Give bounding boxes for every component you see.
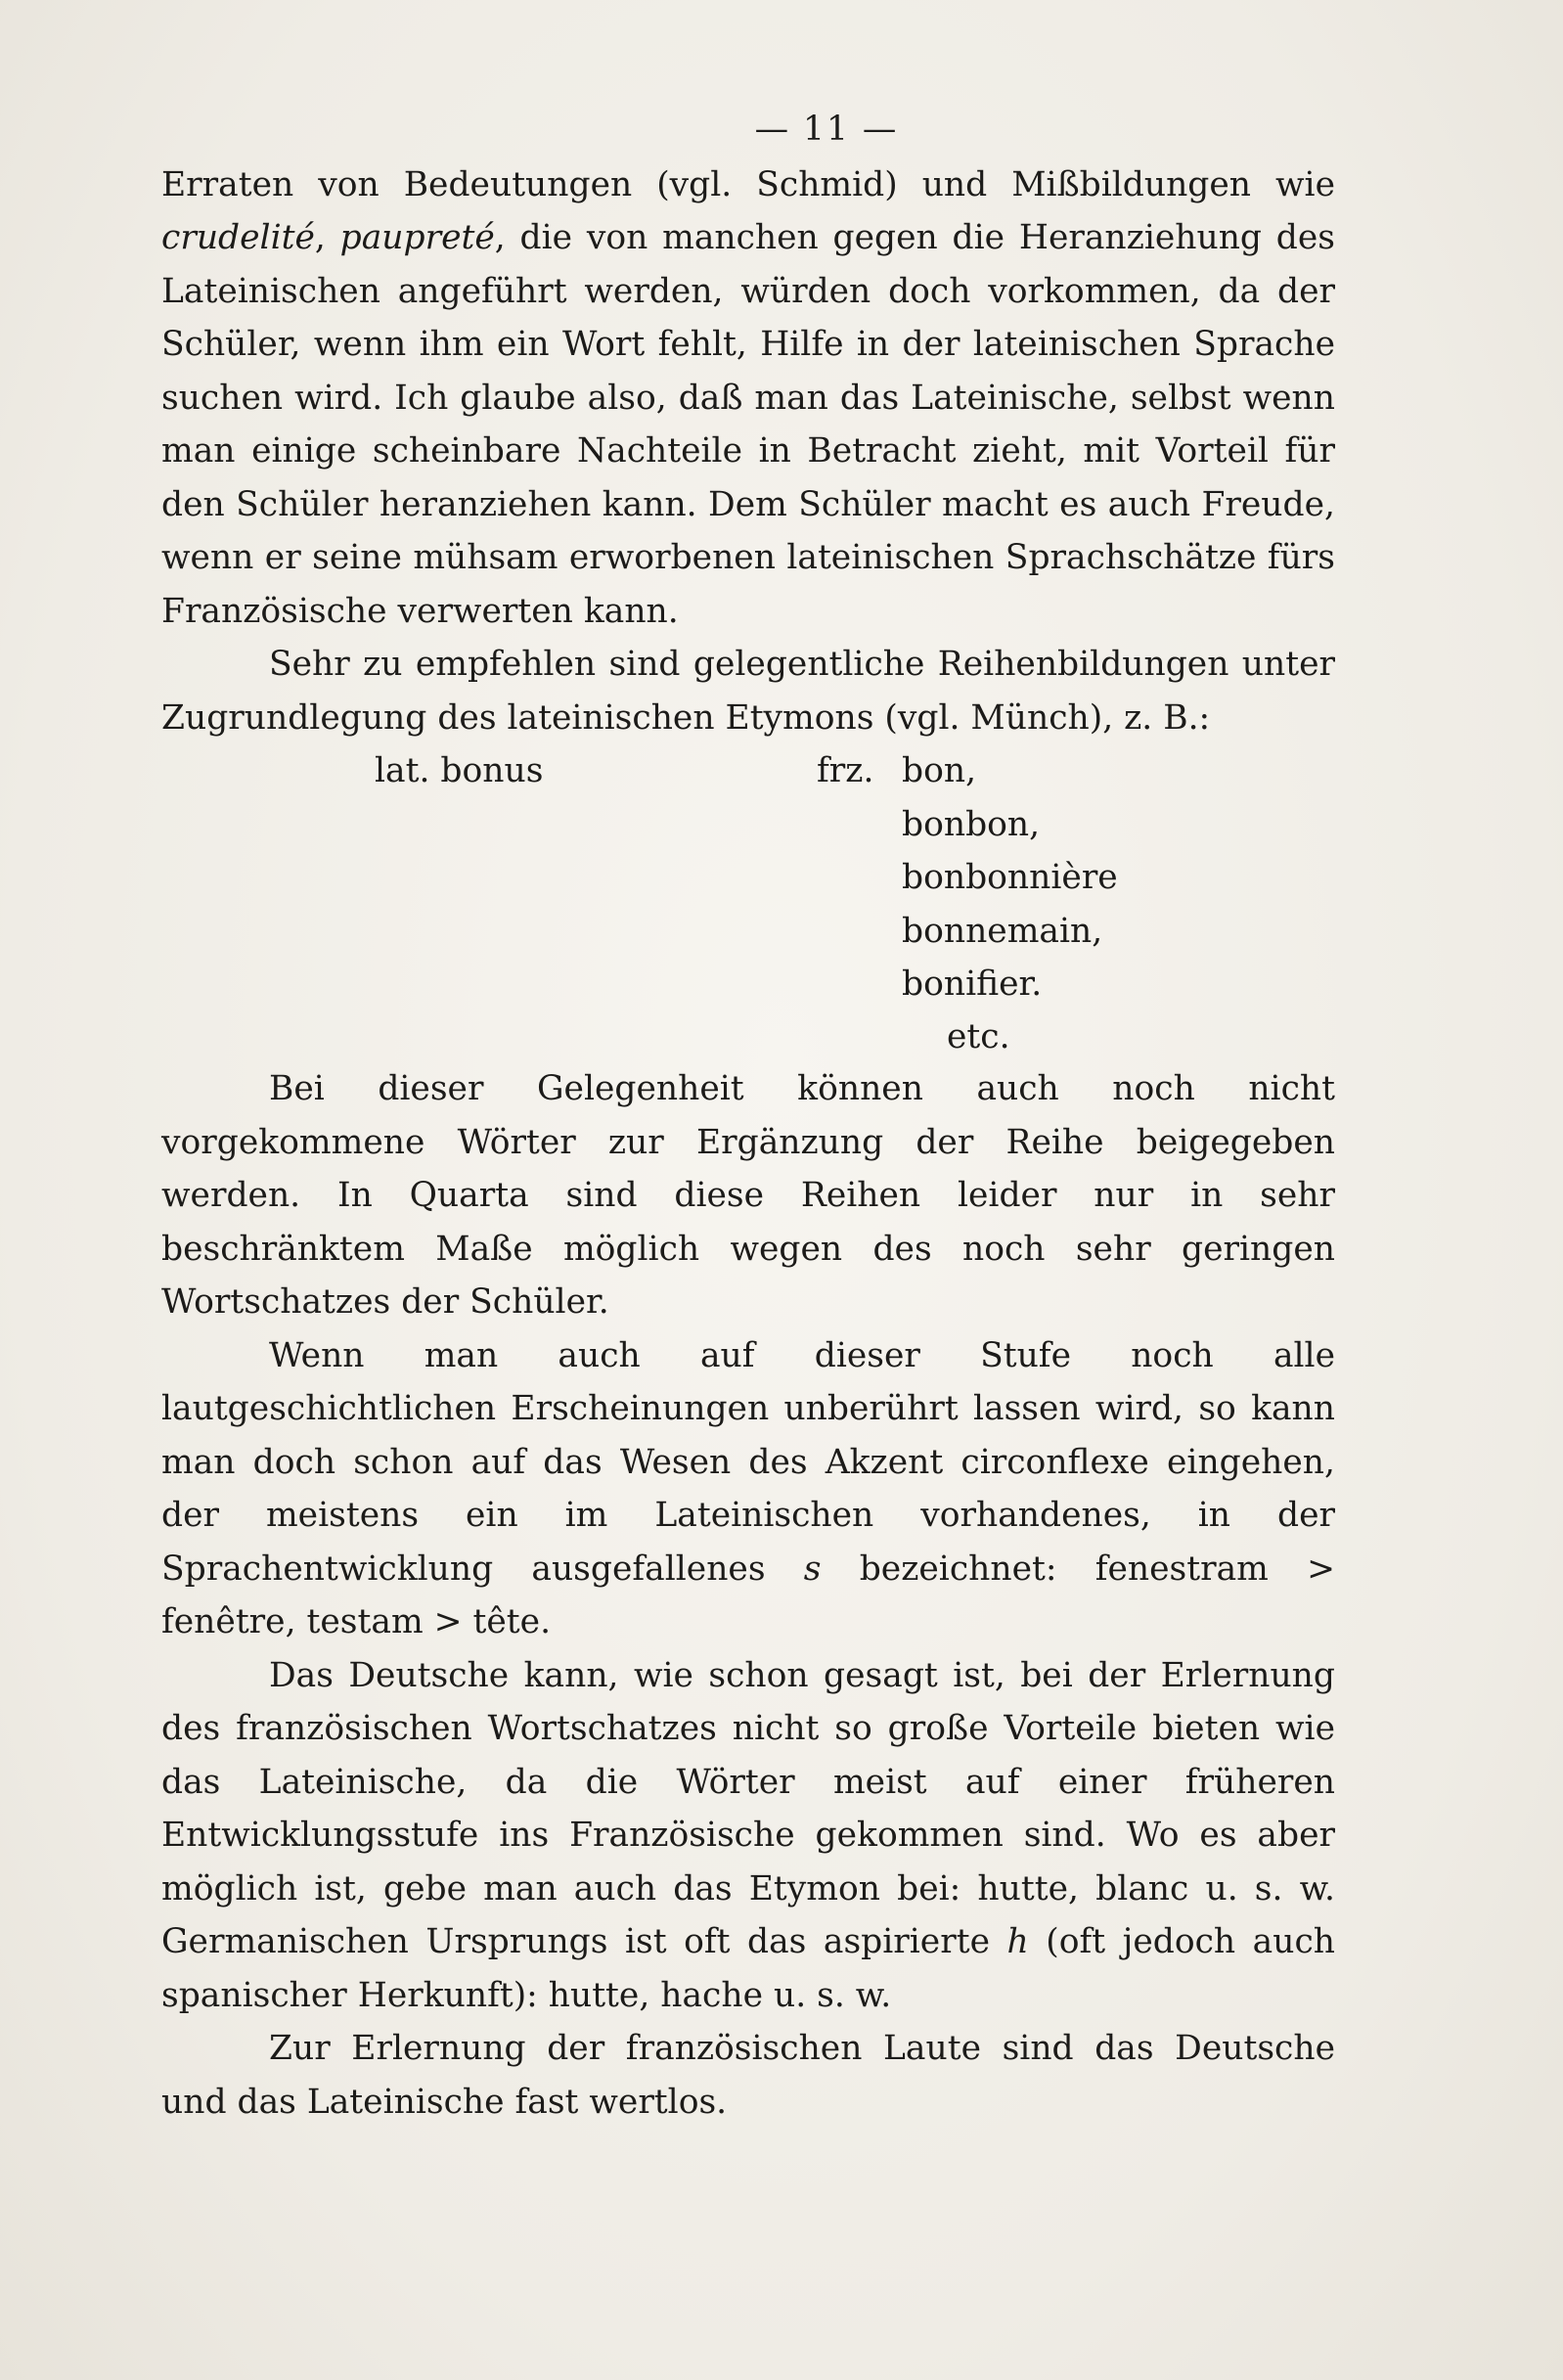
paragraph-4-text-a: Wenn man auch auf dieser Stufe noch alle lautgeschichtlichen Erscheinungen unberührt lassen wird, so kann man doch schon auf das Wesen des Akzent circonflexe eingehen, der meistens ein im Lateinischen vorhandenes, in der Sprachentwicklung ausgefallenes — [161, 1335, 1335, 1589]
latin-etymon: lat. bonus — [375, 751, 544, 790]
text-block — [161, 103, 1335, 2129]
paragraph-4 — [161, 1329, 1335, 1649]
paragraph-4-text-b: bezeichnet: fenestram > fenêtre, testam > tête. — [161, 1549, 1335, 1641]
paragraph-1-separator: , — [314, 218, 340, 257]
word-series-example — [161, 744, 1335, 1062]
derived-word: bonbonnière — [902, 858, 1118, 897]
paragraph-5-text-b: (oft jedoch auch spanischer Herkunft): hutte, hache u. s. w. — [161, 1922, 1335, 2015]
derived-word: bonnemain, — [902, 911, 1103, 951]
paragraph-3: Bei dieser Gelegenheit können auch noch nicht vorgekommene Wörter zur Ergänzung der Reihe beigegeben werden. In Quarta sind diese Reihen leider nur in sehr beschränktem Maße möglich wegen des noch sehr geringen Wortschatzes der Schüler. — [161, 1069, 1335, 1322]
french-label: frz. — [817, 751, 874, 790]
paragraph-1-text-a: Erraten von Bedeutungen (vgl. Schmid) und Mißbildungen wie — [161, 164, 1335, 204]
page-number: — 11 — — [754, 110, 899, 149]
derived-word: bonifier. — [902, 965, 1043, 1004]
derived-words-list — [902, 744, 1118, 1011]
derived-word: bonbon, — [902, 804, 1041, 844]
italic-letter-s: s — [803, 1549, 822, 1589]
paragraph-2: Sehr zu empfehlen sind gelegentliche Reihenbildungen unter Zugrundlegung des lateinischen Etymons (vgl. Münch), z. B.: — [161, 645, 1335, 738]
paragraph-6: Zur Erlernung der französischen Laute sind das Deutsche und das Lateinische fast wertlos. — [161, 2029, 1335, 2122]
derived-word: bon, — [902, 751, 977, 790]
paragraph-1-text-b: , die von manchen gegen die Heranziehung des Lateinischen angeführt werden, würden doch vorkommen, da der Schüler, wenn ihm ein Wort fehlt, Hilfe in der lateinischen Sprache suchen wird. Ich glaube also, daß man das Lateinische, selbst wenn man einige scheinbare Nachteile in Betracht zieht, mit Vorteil für den Schüler heranziehen kann. Dem Schüler macht es auch Freude, wenn er seine mühsam erworbenen lateinischen Sprachschätze fürs Französische verwerten kann. — [161, 218, 1335, 631]
paragraph-1 — [161, 158, 1335, 639]
italic-letter-h: h — [1006, 1922, 1029, 1961]
italic-word-pauprete: paupreté — [339, 218, 495, 257]
italic-word-crudelite: crudelité — [161, 218, 315, 257]
etc-label: etc. — [947, 1017, 1010, 1056]
paragraph-5 — [161, 1649, 1335, 2023]
paragraph-5-text-a: Das Deutsche kann, wie schon gesagt ist, bei der Erlernung des französischen Wortschatzes nicht so große Vorteile bieten wie das Lateinische, da die Wörter meist auf einer früheren Entwicklungsstufe ins Französische gekommen sind. Wo es aber möglich ist, gebe man auch das Etymon bei: hutte, blanc u. s. w. Germanischen Ursprungs ist oft das aspirierte — [161, 1655, 1335, 1961]
